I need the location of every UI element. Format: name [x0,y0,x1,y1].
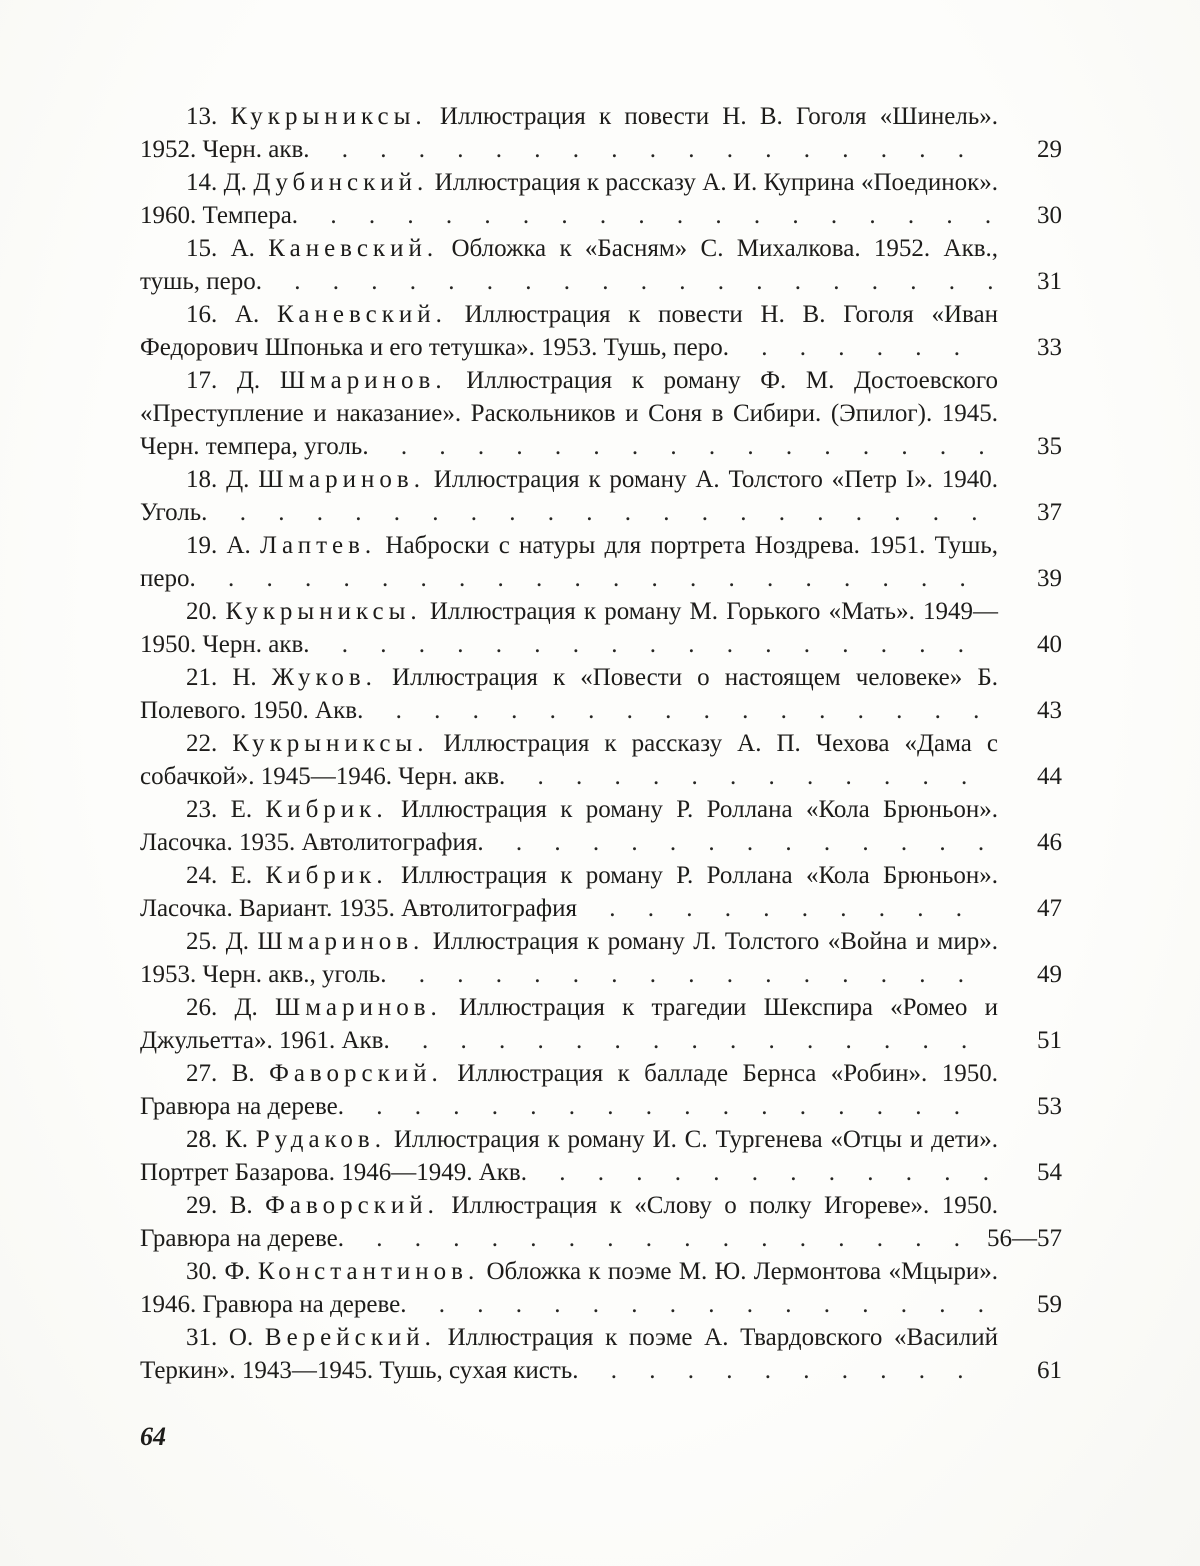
dot-leader: . . . . . . . . . . . . . . . [389,1027,968,1054]
list-item [140,727,1062,793]
entry-description: Иллюстрация к поэме А. Твардовского «Василий Теркин». 1943—1945. Тушь, сухая кисть. [140,1324,999,1384]
entry-author: Фаворский. [269,1060,443,1087]
entry-description: Иллюстрация к рассказу А. И. Куприна «Поединок». 1960. Темпера. [140,169,999,229]
entry-number: 14. Д. [186,169,247,196]
entry-page-number: 43 [1037,697,1062,724]
entry-author: Кибрик. [265,862,388,889]
entry-author: Кибрик. [265,796,388,823]
entry-number: 24. Е. [186,862,253,889]
entry-author: Дубинский. [253,169,429,196]
entry-author: Каневский. [277,301,447,328]
entry-description: Иллюстрация к повести Н. В. Гоголя «Иван Федорович Шпонька и его тетушка». 1953. Тушь, перо. [140,301,999,361]
entry-page-number: 54 [1037,1159,1062,1186]
list-item [140,364,1062,463]
dot-leader: . . . . . . . . . . . . . . . . . [309,631,965,658]
dot-leader: . . . . . . . . . . . . . . . . . . . . [207,499,978,526]
list-item [140,1123,1062,1189]
dot-leader: . . . . . . . . . . . . . . . . . [309,136,965,163]
list-item [140,1189,1062,1255]
dot-leader: . . . . . . . . . . . . . . . . [363,697,980,724]
dot-leader: . . . . . . . . . . . . . . . . . . . . [195,565,966,592]
entry-description: Иллюстрация к трагедии Шекспира «Ромео и Джульетта». 1961. Акв. [140,994,998,1054]
entry-number: 16. А. [186,301,260,328]
dot-leader: . . . . . . . . . . . . [526,1159,989,1186]
entry-number: 30. Ф. [186,1258,251,1285]
entry-page-number: 30 [1037,202,1062,229]
entry-description: Иллюстрация к роману М. Горького «Мать». 1949—1950. Черн. акв. [140,598,999,658]
dot-leader: . . . . . . . . . . . . . . . . [343,1225,960,1252]
entry-page-number: 59 [1037,1291,1062,1318]
entry-number: 20. [186,598,218,625]
list-item [140,859,1062,925]
dot-leader: . . . . . . [728,334,960,361]
entry-page-number: 44 [1037,763,1062,790]
list-item [140,661,1062,727]
entry-page-number: 49 [1037,961,1062,988]
entry-author: Кукрыниксы. [230,103,427,130]
entry-description: Иллюстрация к роману Р. Роллана «Кола Брюньон». Ласочка. 1935. Автолитография. [140,796,998,856]
entry-description: Иллюстрация к роману Л. Толстого «Война и мир». 1953. Черн. акв., уголь. [140,928,999,988]
entry-author: Рудаков. [255,1126,386,1153]
entry-description: Иллюстрация к «Слову о полку Игореве». 1950. Гравюра на дереве. [140,1192,999,1252]
list-item [140,1057,1062,1123]
entry-number: 26. Д. [186,994,258,1021]
entry-description: Иллюстрация к роману Р. Роллана «Кола Брюньон». Ласочка. Вариант. 1935. Автолитография [140,862,998,922]
list-item [140,232,1062,298]
entry-page-number: 29 [1037,136,1062,163]
entry-author: Фаворский. [265,1192,439,1219]
list-item [140,1321,1062,1387]
entry-author: Кукрыниксы. [225,598,422,625]
entry-number: 23. Е. [186,796,253,823]
entry-author: Шмаринов. [279,367,447,394]
entry-number: 19. А. [186,532,251,559]
entry-number: 25. Д. [186,928,250,955]
entry-description: Наброски с натуры для портрета Ноздрева. 1951. Тушь, перо. [140,532,999,592]
list-item [140,991,1062,1057]
entry-page-number: 33 [1037,334,1062,361]
entry-number: 22. [186,730,218,757]
entry-description: Иллюстрация к роману И. С. Тургенева «Отцы и дети». Портрет Базарова. 1946—1949. Акв. [140,1126,999,1186]
entry-page-number: 31 [1037,268,1062,295]
entry-page-number: 61 [1037,1357,1062,1384]
list-item [140,925,1062,991]
entry-number: 18. Д. [186,466,250,493]
list-item [140,595,1062,661]
list-item [140,100,1062,166]
illustrations-list [140,100,1062,1387]
list-item [140,298,1062,364]
dot-leader: . . . . . . . . . . . . [505,763,968,790]
entry-page-number: 47 [1037,895,1062,922]
entry-number: 31. О. [186,1324,254,1351]
entry-author: Лаптев. [260,532,377,559]
entry-author: Константинов. [257,1258,480,1285]
entry-author: Каневский. [268,235,439,262]
entry-page-number: 56—57 [987,1225,1062,1252]
entry-description: Иллюстрация к повести Н. В. Гоголя «Шинель». 1952. Черн. акв. [140,103,999,163]
list-item [140,463,1062,529]
entry-page-number: 53 [1037,1093,1062,1120]
entry-description: Иллюстрация к рассказу А. П. Чехова «Дама с собачкой». 1945—1946. Черн. акв. [140,730,999,790]
entry-number: 29. В. [186,1192,253,1219]
dot-leader: . . . . . . . . . . . . . . . . . . . [261,268,994,295]
dot-leader: . . . . . . . . . . . . . . . . [368,433,985,460]
entry-number: 28. К. [186,1126,249,1153]
entry-number: 21. Н. [186,664,257,691]
entry-number: 15. А. [186,235,255,262]
entry-description: Иллюстрация к «Повести о настоящем человеке» Б. Полевого. 1950. Акв. [140,664,998,724]
entry-author: Верейский. [264,1324,436,1351]
dot-leader: . . . . . . . . . . . . . . . [406,1291,984,1318]
footer-page-number: 64 [140,1422,166,1451]
entry-number: 17. Д. [186,367,261,394]
dot-leader: . . . . . . . . . . . . . . . [386,961,964,988]
entry-page-number: 37 [1037,499,1062,526]
entry-page-number: 35 [1037,433,1062,460]
entry-page-number: 40 [1037,631,1062,658]
entry-description: Обложка к «Басням» С. Михалкова. 1952. Акв., тушь, перо. [140,235,999,295]
entry-author: Жуков. [271,664,377,691]
entry-page-number: 51 [1037,1027,1062,1054]
list-item [140,166,1062,232]
list-item [140,1255,1062,1321]
entry-description: Иллюстрация к балладе Бернса «Робин». 1950. Гравюра на дереве. [140,1060,998,1120]
entry-description: Обложка к поэме М. Ю. Лермонтова «Мцыри». 1946. Гравюра на дереве. [140,1258,998,1318]
entry-page-number: 39 [1037,565,1062,592]
dot-leader: . . . . . . . . . . . . . . . . [343,1093,960,1120]
list-item [140,793,1062,859]
entry-page-number: 46 [1037,829,1062,856]
entry-author: Кукрыниксы. [232,730,429,757]
entry-description: Иллюстрация к роману А. Толстого «Петр I». 1940. Уголь. [140,466,998,526]
list-item [140,529,1062,595]
dot-leader: . . . . . . . . . . . . . . . . . . [298,202,992,229]
entry-author: Шмаринов. [258,466,425,493]
entry-author: Шмаринов. [257,928,425,955]
dot-leader: . . . . . . . . . . [577,895,962,922]
entry-number: 13. [186,103,218,130]
entry-number: 27. В. [186,1060,255,1087]
dot-leader: . . . . . . . . . . . . . [483,829,985,856]
entry-description: Иллюстрация к роману Ф. М. Достоевского «Преступление и наказание». Раскольников и Соня в Сибири. (Эпилог). 1945. Черн. темпера, уголь. [140,367,999,460]
dot-leader: . . . . . . . . . . [578,1357,964,1384]
entry-author: Шмаринов. [275,994,442,1021]
